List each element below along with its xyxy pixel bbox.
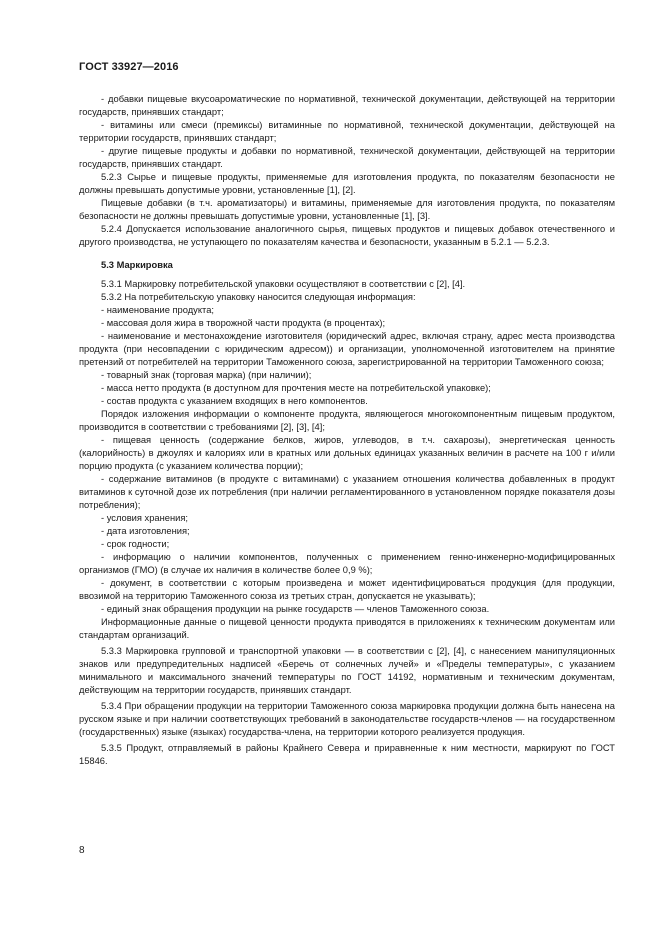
paragraph: Порядок изложения информации о компоненте продукта, являющегося многокомпонентным пищевым продуктом, производится в соответствии с требованиями [2], [3], [4]; <box>79 409 615 432</box>
list-item: - единый знак обращения продукции на рынке государств — членов Таможенного союза. <box>101 604 490 614</box>
list-item: - срок годности; <box>101 539 170 549</box>
list-item: - наименование продукта; <box>101 305 215 315</box>
list-item: - масса нетто продукта (в доступном для прочтения месте на потребительской упаковке); <box>101 383 491 393</box>
paragraph: 5.3.3 Маркировка групповой и транспортной упаковки — в соответствии с [2], [4], с нанесением манипуляционных знаков или предупредительных надписей «Беречь от солнечных лучей» и «Пределы температуры», с указанием минимального и максимального значений температуры по ГОСТ 14192, нормативным и техническим документам, действующим на территории государств, принявших стандарт. <box>79 646 615 695</box>
paragraph: 5.2.4 Допускается использование аналогичного сырья, пищевых продуктов и пищевых добавок отечественного и другого производства, не уступающего по показателям качества и безопасности, указанным в 5.2.1 — 5.2.3. <box>79 224 615 247</box>
paragraph: - добавки пищевые вкусоароматические по нормативной, технической документации, действующей на территории государств, принявших стандарт; <box>79 94 615 117</box>
paragraph: 5.3.2 На потребительскую упаковку наносится следующая информация: <box>101 292 416 302</box>
paragraph: 5.3.5 Продукт, отправляемый в районы Крайнего Севера и приравненные к ним местности, маркируют по ГОСТ 15846. <box>79 743 615 766</box>
list-item: - содержание витаминов (в продукте с витаминами) с указанием отношения количества добавленных в продукт витаминов к суточной дозе их потребления (при наличии регламентированного в установленном порядке показателя дозы потребления); <box>79 474 615 510</box>
list-item: - информацию о наличии компонентов, полученных с применением генно-инженерно-модифицированных организмов (ГМО) (в случае их наличия в количестве более 0,9 %); <box>79 552 615 575</box>
list-item: - массовая доля жира в творожной части продукта (в процентах); <box>101 318 386 328</box>
standard-header: ГОСТ 33927—2016 <box>79 61 179 73</box>
page-number: 8 <box>79 845 85 856</box>
section-title: 5.3 Маркировка <box>101 260 173 270</box>
paragraph: Пищевые добавки (в т.ч. ароматизаторы) и витамины, применяемые для изготовления продукта, по показателям безопасности не должны превышать допустимые уровни, установленные [1], [3]. <box>79 198 615 221</box>
list-item: - документ, в соответствии с которым произведена и может идентифицироваться продукция (для продукции, ввозимой на территорию Таможенного союза из третьих стран, допускается не указывать); <box>79 578 615 601</box>
paragraph: 5.2.3 Сырье и пищевые продукты, применяемые для изготовления продукта, по показателям безопасности не должны превышать допустимые уровни, установленные [1], [2]. <box>79 172 615 195</box>
paragraph: 5.3.1 Маркировку потребительской упаковки осуществляют в соответствии с [2], [4]. <box>101 279 466 289</box>
list-item: - дата изготовления; <box>101 526 190 536</box>
document-body <box>79 93 615 768</box>
list-item: - товарный знак (торговая марка) (при наличии); <box>101 370 312 380</box>
list-item: - наименование и местонахождение изготовителя (юридический адрес, включая страну, адрес места производства продукта (при несовпадении с юридическим адресом)) и организации, уполномоченной изготовителем на принятие претензий от потребителей на территории Таможенного союза, зарегистрированной на территории Таможенного союза; <box>79 331 615 367</box>
list-item: - состав продукта с указанием входящих в него компонентов. <box>101 396 368 406</box>
paragraph: - витамины или смеси (премиксы) витаминные по нормативной, технической документации, действующей на территории государств, принявших стандарт; <box>79 120 615 143</box>
list-item: - пищевая ценность (содержание белков, жиров, углеводов, в т.ч. сахарозы), энергетическая ценность (калорийность) в джоулях и калориях или в кратных или дольных единицах указанных величин в расчете на 100 г и/или порцию продукта (с указанием количества порции); <box>79 435 615 471</box>
list-item: - условия хранения; <box>101 513 188 523</box>
paragraph: 5.3.4 При обращении продукции на территории Таможенного союза маркировка продукции должна быть нанесена на русском языке и при наличии соответствующих требований в законодательстве государств-членов — на государственном (государственных) языке (языках) государства-члена, на территории которого реализуется продукция. <box>79 701 615 737</box>
paragraph: Информационные данные о пищевой ценности продукта приводятся в приложениях к техническим документам или стандартам организаций. <box>79 617 615 640</box>
paragraph: - другие пищевые продукты и добавки по нормативной, технической документации, действующей на территории государств, принявших стандарт. <box>79 146 615 169</box>
